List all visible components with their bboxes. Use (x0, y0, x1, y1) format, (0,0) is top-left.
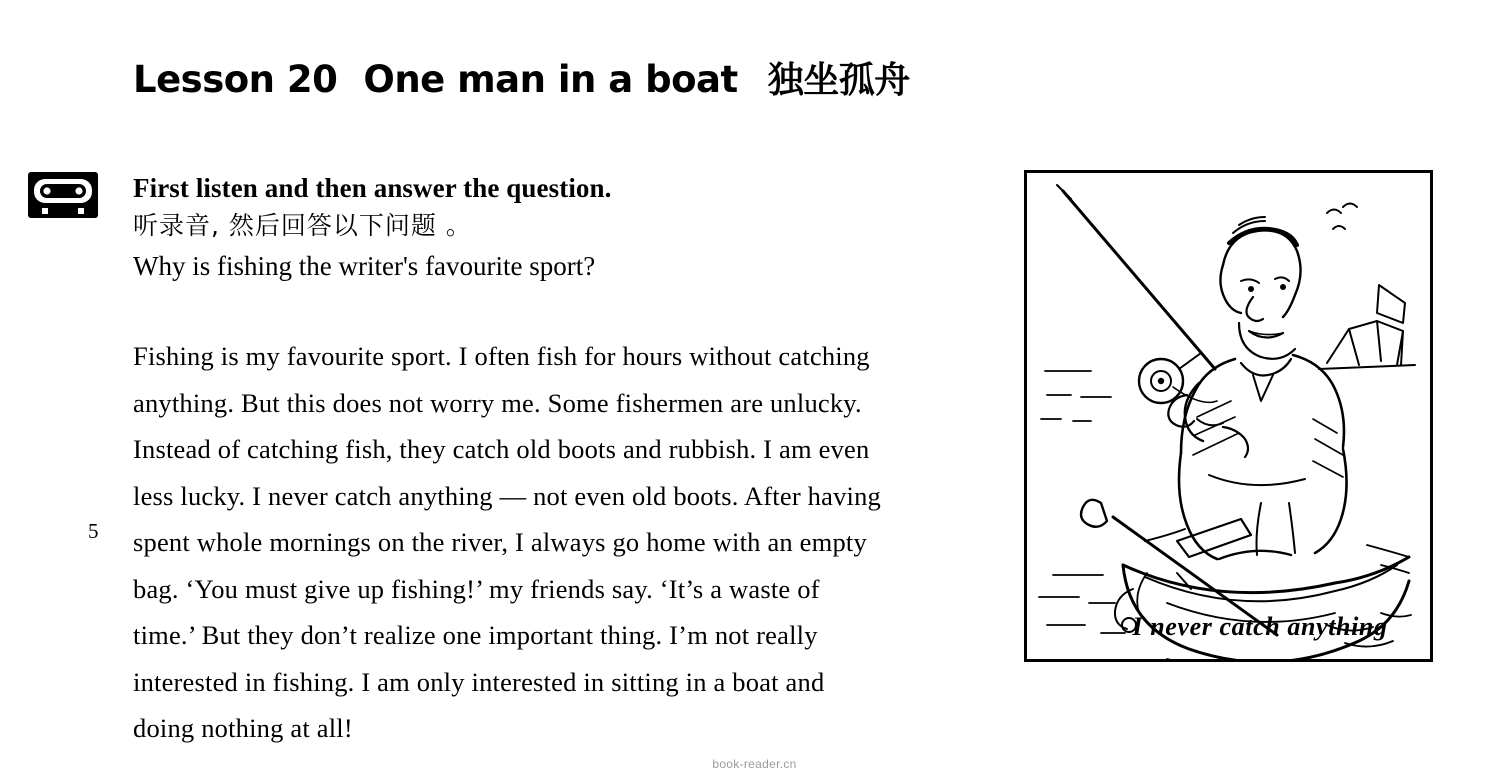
instruction-english: First listen and then answer the question. (133, 173, 612, 203)
passage-line: time.’ But they don’t realize one important thing. I’m not really (133, 620, 818, 650)
passage-line: spent whole mornings on the river, I always go home with an empty (133, 527, 867, 557)
passage-line: anything. But this does not worry me. Some fishermen are unlucky. (133, 387, 862, 418)
instructions-block (133, 170, 973, 286)
lesson-title-chinese: 独坐孤舟 (767, 60, 910, 101)
lesson-number: Lesson 20 (133, 58, 338, 101)
instruction-chinese: 听录音, 然后回答以下问题 。 (133, 211, 472, 240)
passage-line: Instead of catching fish, they catch old boots and rubbish. I am even (133, 434, 870, 464)
line-number-marker: 5 (88, 519, 99, 543)
illustration-caption: I never catch anything (1132, 612, 1388, 641)
passage-line: interested in fishing. I am only interested in sitting in a boat and (133, 666, 825, 697)
passage-line: doing nothing at all! (133, 713, 353, 743)
comprehension-question: Why is fishing the writer's favourite sport? (133, 251, 596, 281)
passage-line: less lucky. I never catch anything — not even old boots. After having (133, 480, 882, 511)
cassette-icon (26, 170, 100, 220)
passage-line: bag. ‘You must give up fishing!’ my friends say. ‘It’s a waste of (133, 573, 820, 604)
watermark: book-reader.cn (712, 757, 797, 771)
passage-line: Fishing is my favourite sport. I often fish for hours without catching (133, 341, 870, 371)
page-title (133, 52, 910, 103)
man-fishing-in-boat-illustration (1024, 170, 1433, 662)
lesson-title-english: One man in a boat (363, 58, 738, 101)
passage-text (133, 333, 973, 752)
